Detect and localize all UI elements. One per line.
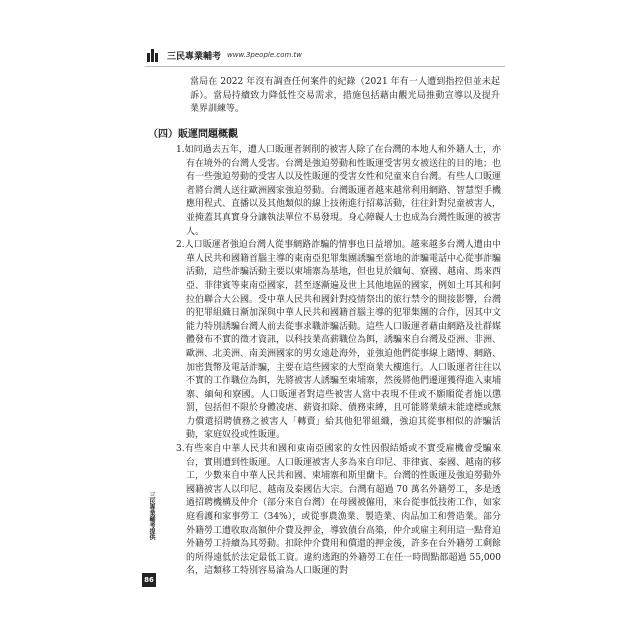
page-header [147,48,302,62]
intro-paragraph: 當局在 2022 年沒有調查任何案件的紀錄（2021 年有一人遭到指控但並未起訴）。當局持續致力降低性交易需求，措施包括藉由觀光局推動宣導以及提升業界訓練等。 [190,77,500,115]
list-item: 1.如同過去五年，遭人口販運者剝削的被害人除了在台灣的本地人和外籍人士，亦有在境外的台灣人受害。台灣是強迫勞動和性販運受害男女被送往的目的地；也有一些強迫勞動的受害人以及性販運的受害女性和兒童來自台灣。有些人口販運者將台灣人送往歐洲國家強迫勞動。台灣販運者越來越常利用網路、智慧型手機應用程式、直播以及其他類似的線上技術進行招募活動，往往針對兒童被害人，並掩蓋其真實身分讓執法單位不易發現。身心障礙人士也成為台灣性販運的被害人。 [176,145,502,237]
header-site: www.3people.com.tw [227,51,303,59]
people-logo-icon [147,48,161,62]
list-item: 3.有些來自中華人民共和國和東南亞國家的女性因假結婚或不實受雇機會受騙來台，實則遭到性販運。人口販運被害人多為來自印尼、菲律賓、泰國、越南的移工，少數來自中華人民共和國、柬埔寨和斯里蘭卡。台灣的性販運及強迫勞動外國籍被害人以印尼、越南及泰國佔大宗。台灣有超過 70 萬名外籍勞工，多是透過招聘機構及仲介（部分來自台灣）在母國被僱用，來台從事低技術工作，如家庭看護和家事勞工（34%），或從事農漁業、製造業、肉品加工和營造業。部分外籍勞工遭收取高額仲介費及押金，導致債台高築，仲介或雇主利用這一點脅迫外籍勞工持續為其勞動。扣除仲介費用和償還的押金後，許多在台外籍勞工剩餘的所得遠低於法定最低工資。違約逃跑的外籍勞工在任一時間點都超過 55,000 名，這類移工特別容易淪為人口販運的對 [176,444,502,577]
item-list [176,144,501,579]
side-tab-text: 三民專業輔考提供 [148,492,155,540]
header-brand: 三民專業輔考 [167,51,222,62]
header-divider [145,66,505,67]
page-number: 86 [142,573,156,587]
section-title: （四）販運問題概觀 [148,129,238,140]
list-item: 2.人口販運者強迫台灣人從事網路詐騙的情事也日益增加。越來越多台灣人遭由中華人民共和國籍首腦主導的東南亞犯罪集團誘騙至當地的詐騙電話中心從事詐騙活動，這些詐騙活動主要以柬埔寨為基地，但也見於緬甸、寮國、越南、馬來西亞、菲律賓等東南亞國家，甚至逐漸遍及世上其他地區的國家，例如土耳其和阿拉伯聯合大公國。受中華人民共和國針對疫情祭出的旅行禁令的間接影響，台灣的犯罪組織日漸加深與中華人民共和國籍首腦主導的犯罪集團的合作，因其中文能力特別誘騙台灣人前去從事求職詐騙活動。這些人口販運者藉由網路及社群媒體發布不實的徵才資訊，以科技業高薪職位為餌，誘騙來自台灣及亞洲、非洲、歐洲、北美洲、南美洲國家的男女遠赴海外，並強迫他們從事線上賭博、網路、加密貨幣及電話詐騙，主要在這些國家的大型商業大樓進行。人口販運者往往以不實的工作職位為餌，先將被害人誘騙至柬埔寨，然後將他們遷運獲得進入東埔寨、緬甸和寮國。人口販運者對這些被害人當中表現不佳或不願順從者施以懲罰，包括但不限於身體凌虐、薪資扣除、債務束縛，且可能將業績未能達標或無力償還招聘債務之被害人「轉賣」給其他犯罪組織，強迫其從事相似的詐騙活動，家庭奴役或性販運。 [176,240,502,441]
